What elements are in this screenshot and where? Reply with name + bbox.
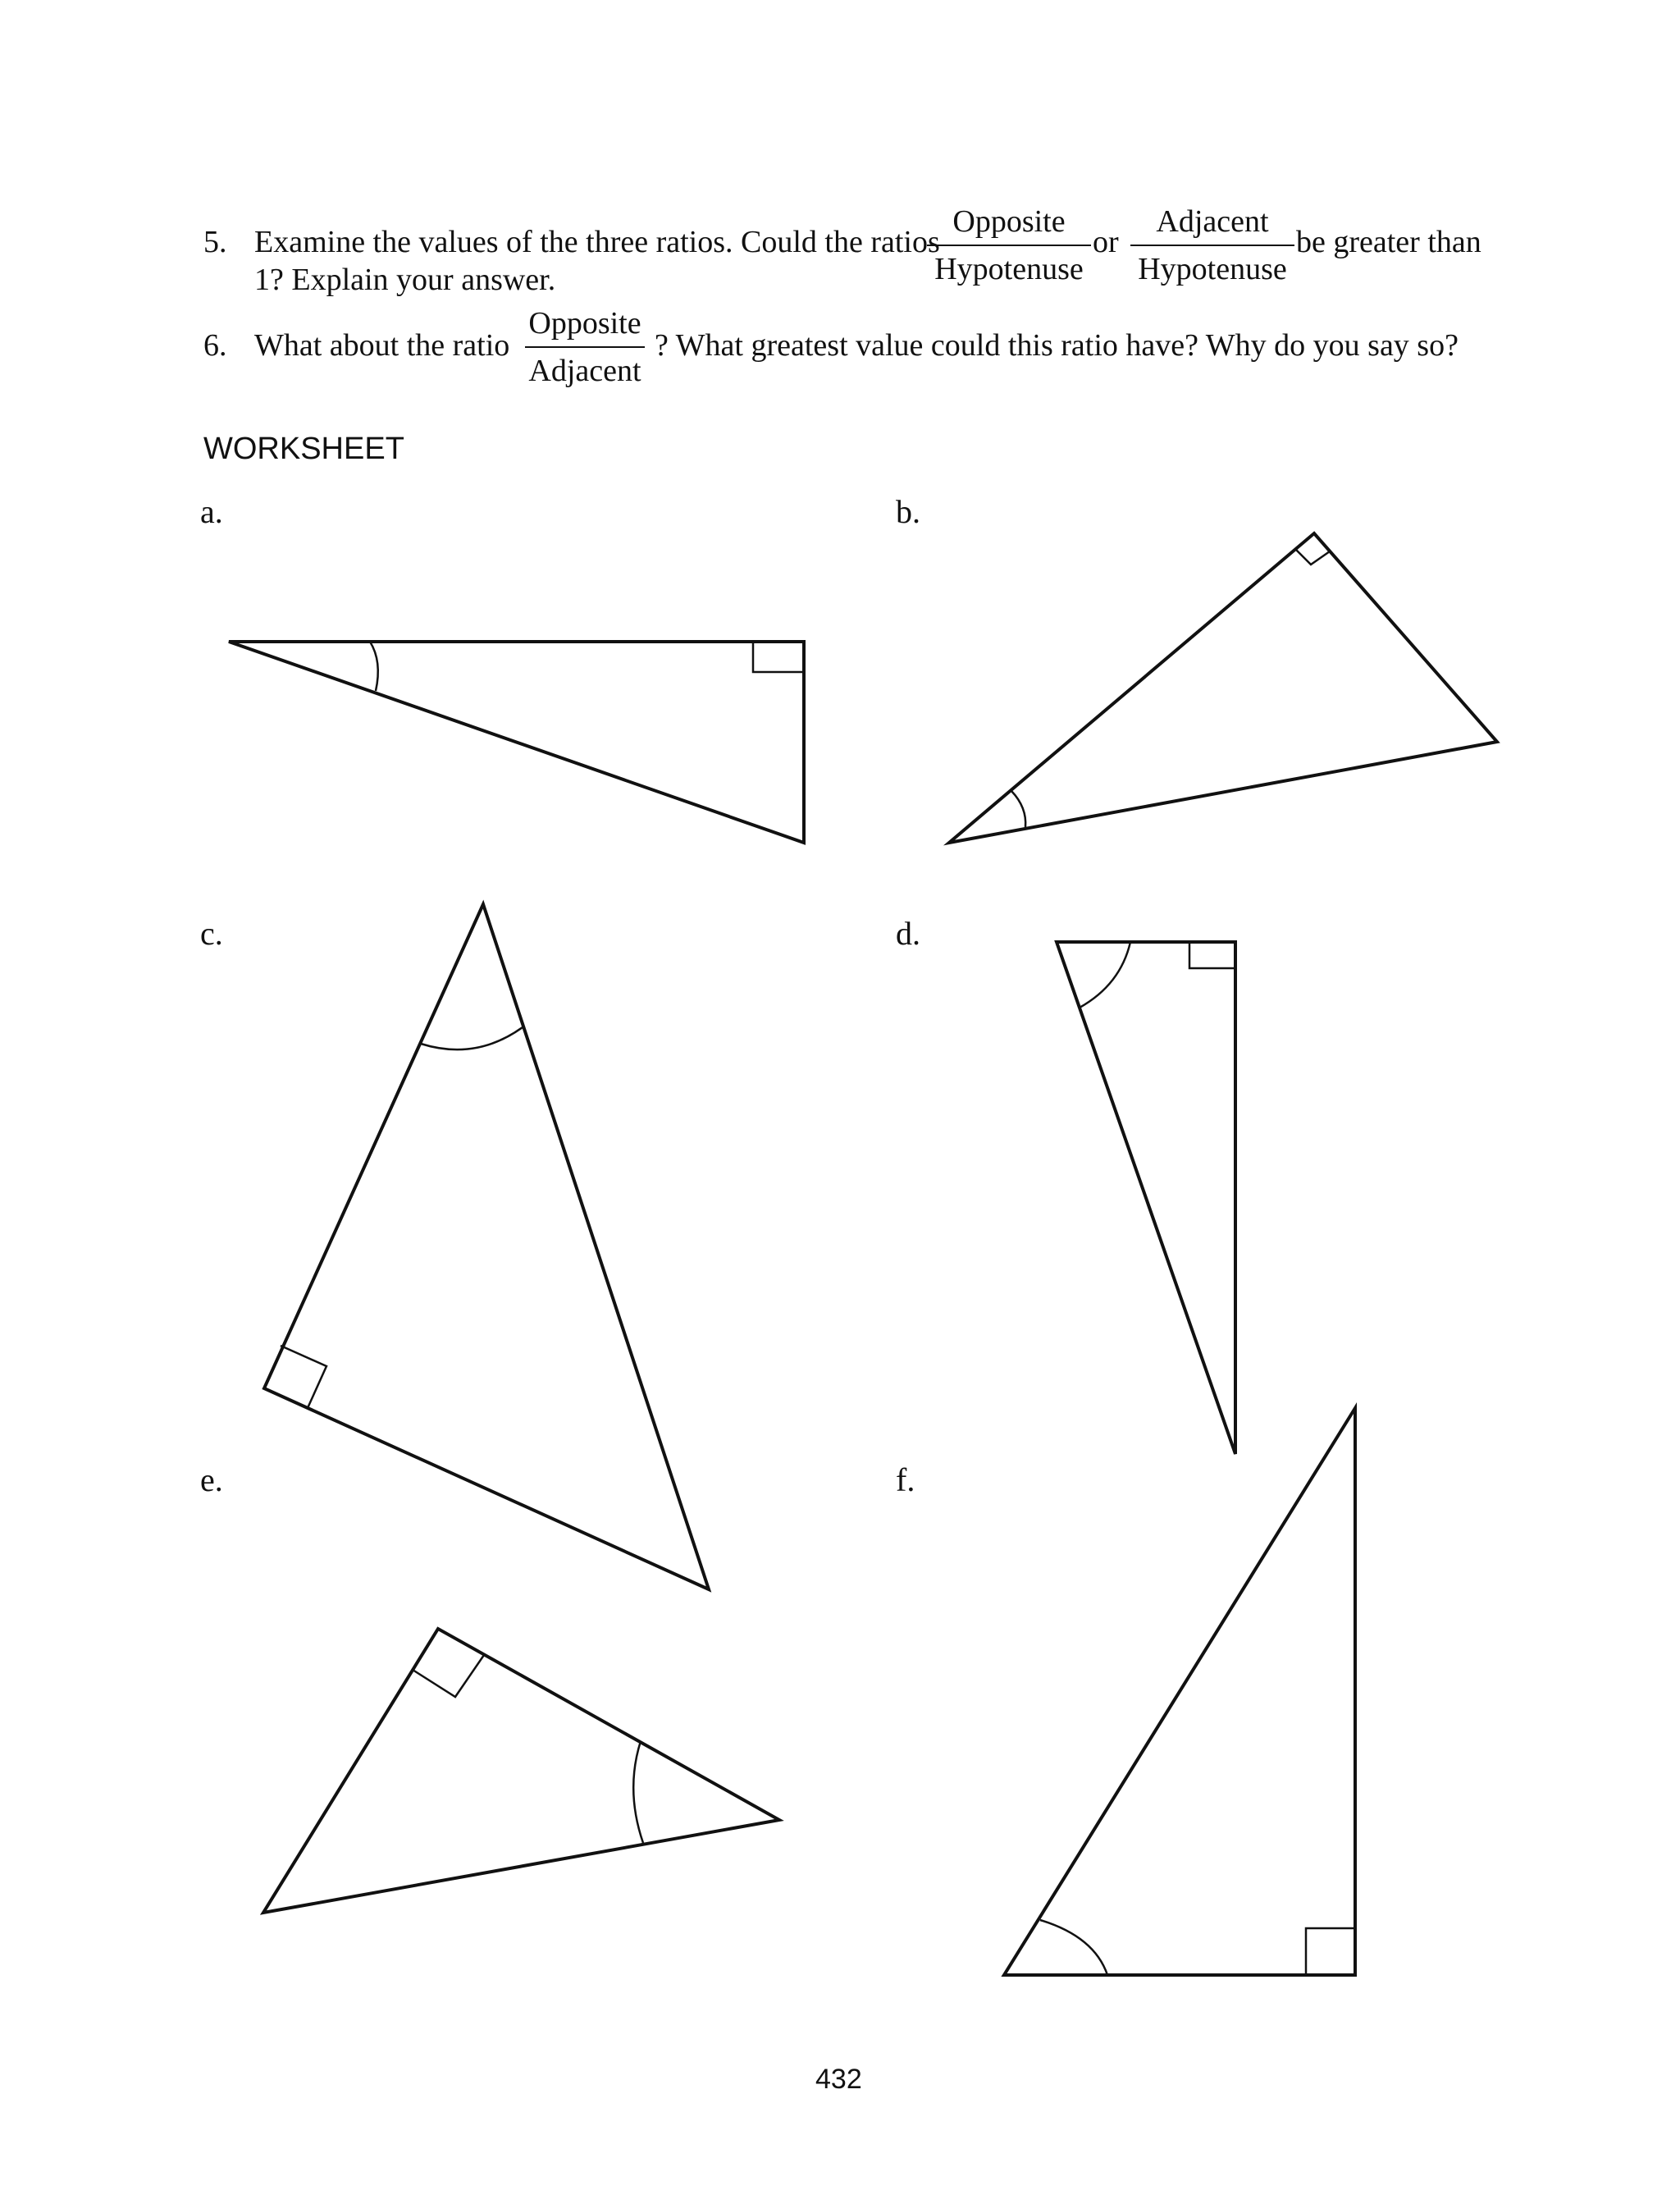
fraction-numerator: Opposite	[525, 305, 645, 348]
question-5-connector: or	[1093, 225, 1119, 259]
figure-label-f: f.	[896, 1461, 915, 1498]
triangle-f-right-angle-marker	[1306, 1928, 1355, 1975]
triangle-d-right-angle-marker	[1189, 942, 1235, 968]
fraction-denominator: Adjacent	[528, 354, 641, 388]
triangle-e-angle-arc	[633, 1741, 643, 1843]
triangle-e	[263, 1629, 779, 1913]
fraction-denominator: Hypotenuse	[1138, 252, 1287, 286]
question-6-text-after: ? What greatest value could this ratio have? Why do you say so?	[655, 328, 1459, 363]
triangle-b-outline	[949, 533, 1497, 843]
triangle-b-angle-arc	[1011, 791, 1025, 827]
triangle-b-right-angle-marker	[1295, 549, 1330, 565]
figure-label-e: e.	[200, 1461, 223, 1498]
triangle-c	[264, 904, 709, 1589]
triangle-c-angle-arc	[421, 1027, 523, 1049]
triangle-e-right-angle-marker	[413, 1655, 484, 1697]
triangle-a-angle-arc	[370, 642, 378, 691]
triangle-f	[1004, 1408, 1355, 1975]
fraction-numerator: Adjacent	[1130, 203, 1294, 246]
triangle-b	[949, 533, 1497, 843]
page-number: 432	[815, 2064, 862, 2095]
question-6-number: 6.	[203, 328, 227, 363]
triangle-d-outline	[1057, 942, 1235, 1454]
triangle-e-outline	[263, 1629, 779, 1913]
fraction-numerator: Opposite	[927, 203, 1091, 246]
figure-label-b: b.	[896, 493, 920, 530]
figure-label-a: a.	[200, 493, 223, 530]
figure-label-d: d.	[896, 915, 920, 952]
triangle-f-outline	[1004, 1408, 1355, 1975]
worksheet-heading: WORKSHEET	[203, 432, 404, 466]
fraction-denominator: Hypotenuse	[934, 252, 1084, 286]
question-5-line-2: 1? Explain your answer.	[254, 263, 556, 297]
triangle-a-outline	[229, 642, 804, 843]
question-5-number: 5.	[203, 225, 227, 259]
question-5-text: Examine the values of the three ratios. Could the ratios	[254, 225, 940, 259]
triangle-d	[1057, 942, 1235, 1454]
triangle-a	[229, 642, 804, 843]
triangle-a-right-angle-marker	[753, 642, 804, 672]
triangle-d-angle-arc	[1080, 942, 1130, 1008]
question-5-text-after: be greater than	[1296, 225, 1481, 259]
question-6-text: What about the ratio	[254, 328, 510, 363]
triangle-f-angle-arc	[1040, 1920, 1107, 1975]
figure-label-c: c.	[200, 915, 223, 952]
triangle-c-outline	[264, 904, 709, 1589]
